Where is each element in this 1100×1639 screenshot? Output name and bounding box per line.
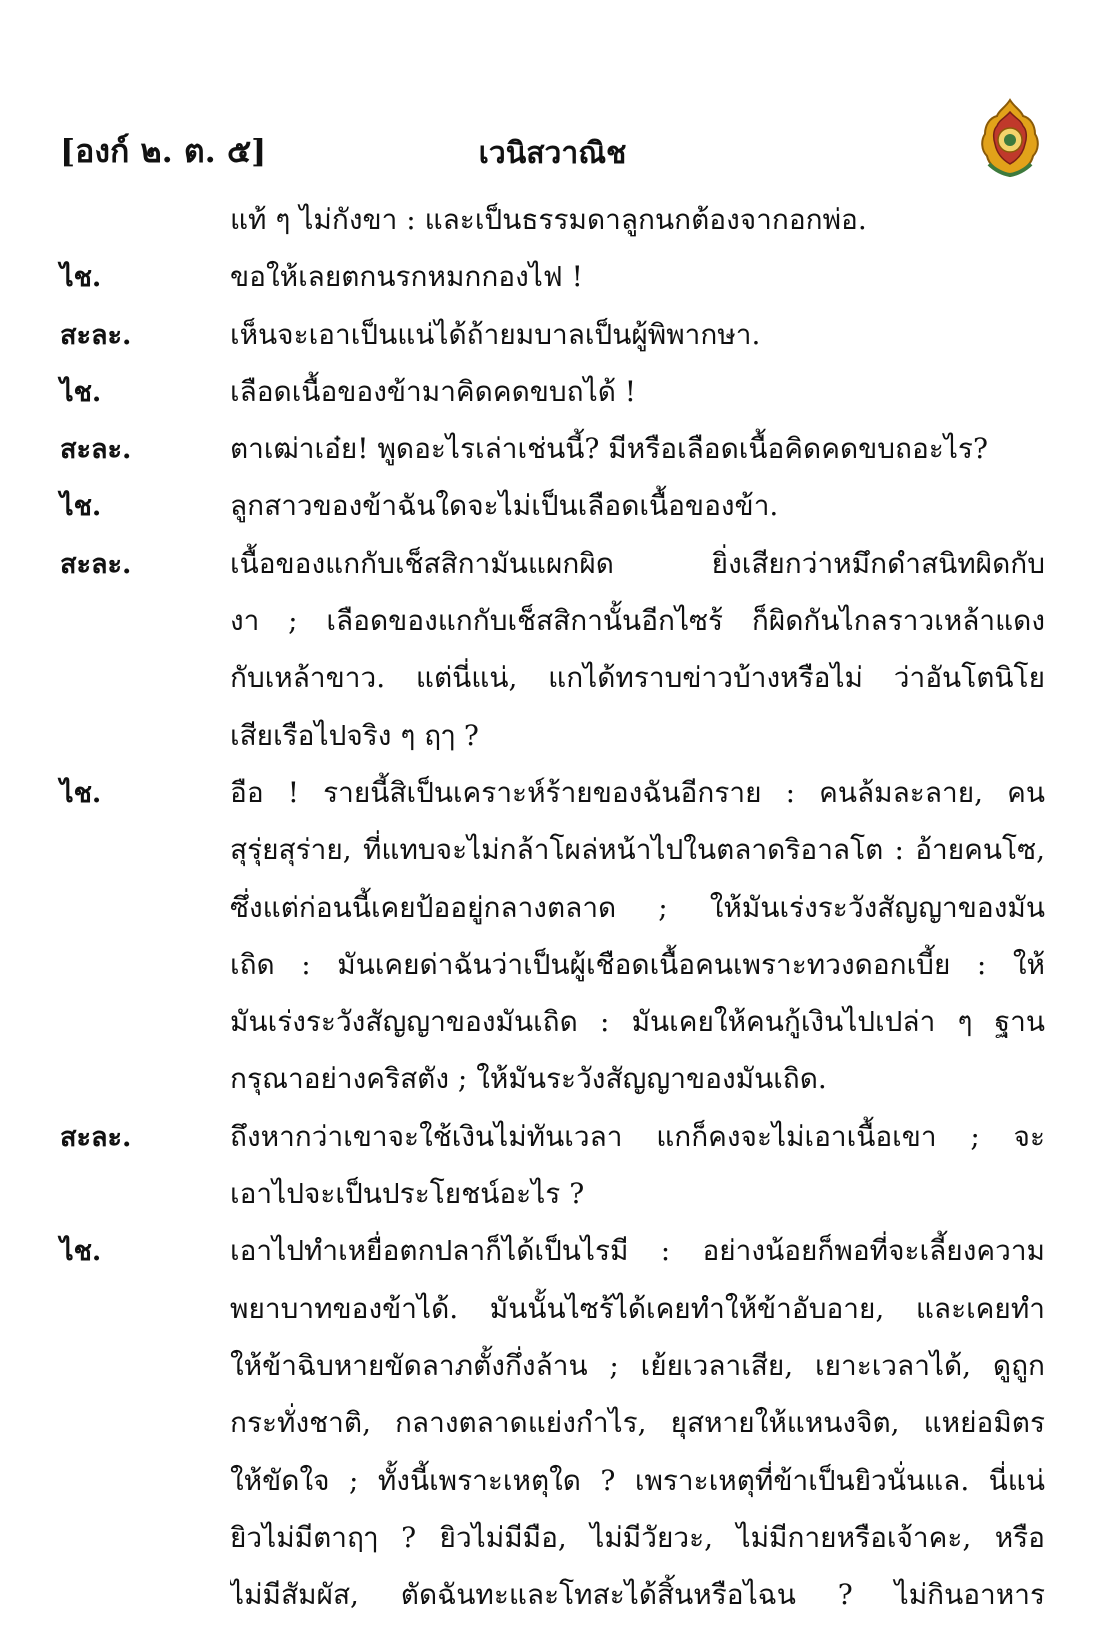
script-line	[60, 1229, 1045, 1286]
script-line	[60, 427, 1045, 484]
dialogue-text: เอาไปจะเป็นประโยชน์อะไร ?	[230, 1177, 585, 1211]
dialogue-text: ให้ข้าฉิบหายขัดลาภตั้งกึ่งล้าน ; เย้ยเวลาเสีย, เยาะเวลาได้, ดูถูก	[230, 1348, 1045, 1382]
dialogue-text: ตาเฒ่าเอ๋ย! พูดอะไรเล่าเช่นนี้? มีหรือเลือดเนื้อคิดคดขบถอะไร?	[230, 432, 988, 466]
dialogue-text: เนื้อของแกกับเช็สสิกามันแผกผิด ยิ่งเสียกว่าหมึกดำสนิทผิดกับ	[230, 546, 1045, 580]
dialogue-text: เสียเรือไปจริง ๆ ฤๅ ?	[230, 718, 479, 752]
script-line	[60, 1459, 1045, 1516]
speaker-name: ไช.	[60, 262, 102, 294]
emblem-icon	[975, 98, 1045, 178]
dialogue-text: ยิวไม่มีตาฤๅ ? ยิวไม่มีมือ, ไม่มีวัยวะ, ไม่มีกายหรือเจ้าคะ, หรือ	[230, 1520, 1045, 1554]
script-line	[60, 198, 1045, 255]
script-line	[60, 828, 1045, 885]
speaker-name: สะละ.	[60, 548, 132, 580]
dialogue-text: ลูกสาวของข้าฉันใดจะไม่เป็นเลือดเนื้อของข้า.	[230, 489, 779, 523]
script-line	[60, 1573, 1045, 1630]
speaker-name: ไช.	[60, 1236, 102, 1268]
script-line	[60, 1287, 1045, 1344]
dialogue-text: มันเร่งระวังสัญญาของมันเถิด : มันเคยให้คนกู้เงินไปเปล่า ๆ ฐาน	[230, 1005, 1045, 1039]
script-line	[60, 1000, 1045, 1057]
script-line	[60, 313, 1045, 370]
dialogue-text: เลือดเนื้อของข้ามาคิดคดขบถได้ !	[230, 374, 637, 408]
script-line	[60, 771, 1045, 828]
dialogue-text: ไม่มีสัมผัส, ตัดฉันทะและโทสะได้สิ้นหรือไฉน ? ไม่กินอาหาร	[230, 1578, 1045, 1612]
script-line	[60, 255, 1045, 312]
dialogue-text: เถิด : มันเคยด่าฉันว่าเป็นผู้เชือดเนื้อคนเพราะทวงดอกเบี้ย : ให้	[230, 947, 1045, 981]
script-line	[60, 1401, 1045, 1458]
dialogue-text: สุรุ่ยสุร่าย, ที่แทบจะไม่กล้าโผล่หน้าไปในตลาดริอาลโต : อ้ายคนโซ,	[230, 833, 1045, 867]
dialogue-text: แท้ ๆ ไม่กังขา : และเป็นธรรมดาลูกนกต้องจากอกพ่อ.	[230, 203, 867, 236]
dialogue-text: ถึงหากว่าเขาจะใช้เงินไม่ทันเวลา แกก็คงจะไม่เอาเนื้อเขา ; จะ	[230, 1119, 1045, 1153]
script-line	[60, 656, 1045, 713]
dialogue-text: อือ ! รายนี้สิเป็นเคราะห์ร้ายของฉันอีกราย : คนล้มละลาย, คน	[230, 775, 1045, 809]
dialogue-text: เอาไปทำเหยื่อตกปลาก็ได้เป็นไรมี : อย่างน้อยก็พอที่จะเลี้ยงความ	[230, 1234, 1045, 1268]
speaker-name: ไช.	[60, 491, 102, 523]
script-line	[60, 484, 1045, 541]
script-line	[60, 886, 1045, 943]
dialogue-text: กรุณาอย่างคริสตัง ; ให้มันระวังสัญญาของมันเถิด.	[230, 1062, 827, 1096]
speaker-name: สะละ.	[60, 319, 132, 351]
script-line	[60, 1172, 1045, 1229]
script-line	[60, 1344, 1045, 1401]
dialogue-text: พยาบาทของข้าได้. มันนั้นไซร้ได้เคยทำให้ข้าอับอาย, และเคยทำ	[230, 1291, 1045, 1325]
page-title: เวนิสวาณิช	[478, 136, 627, 171]
dialogue-text: เห็นจะเอาเป็นแน่ได้ถ้ายมบาลเป็นผู้พิพากษา.	[230, 317, 761, 351]
script-line	[60, 714, 1045, 771]
script-line	[60, 1115, 1045, 1172]
page-header	[60, 118, 1045, 178]
dialogue-text: ซึ่งแต่ก่อนนี้เคยป้ออยู่กลางตลาด ; ให้มันเร่งระวังสัญญาของมัน	[230, 890, 1045, 924]
dialogue-text: กับเหล้าขาว. แต่นี่แน่, แกได้ทราบข่าวบ้างหรือไม่ ว่าอันโตนิโย	[230, 661, 1045, 695]
dialogue-text: กระทั่งชาติ, กลางตลาดแย่งกำไร, ยุสหายให้แหนงจิต, แหย่อมิตร	[230, 1406, 1045, 1440]
speaker-name: สะละ.	[60, 434, 132, 466]
script-line	[60, 1516, 1045, 1573]
script-line	[60, 542, 1045, 599]
script-line	[60, 943, 1045, 1000]
dialogue-text: ให้ขัดใจ ; ทั้งนี้เพราะเหตุใด ? เพราะเหตุที่ข้าเป็นยิวนั่นแล. นี่แน่	[230, 1463, 1045, 1497]
speaker-name: สะละ.	[60, 1121, 132, 1153]
speaker-name: ไช.	[60, 376, 102, 408]
script-line	[60, 370, 1045, 427]
dialogue-text: งา ; เลือดของแกกับเช็สสิกานั้นอีกไซร้ ก็ผิดกันไกลราวเหล้าแดง	[230, 604, 1045, 638]
speaker-name: ไช.	[60, 777, 102, 809]
play-script	[60, 198, 1045, 1630]
act-scene-reference: [องก์ ๒. ต. ๕]	[60, 132, 267, 170]
dialogue-text: ขอให้เลยตกนรกหมกกองไฟ !	[230, 260, 583, 294]
script-line	[60, 599, 1045, 656]
script-line	[60, 1057, 1045, 1114]
